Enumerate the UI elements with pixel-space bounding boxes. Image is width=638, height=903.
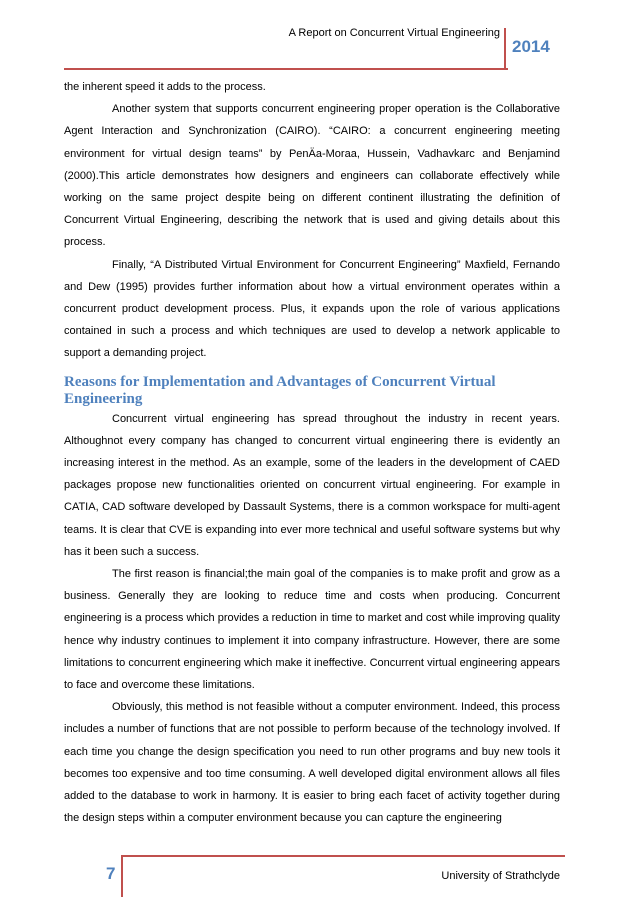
page-number: 7 (106, 864, 116, 883)
paragraph-4: Concurrent virtual engineering has spread throughout the industry in recent years. Althoughnot every company has changed to concurrent virtual engineering there is evidently an increasing interest in the method. As an example, some of the leaders in the development of CAED packages propose new functionalities oriented on concurrent virtual engineering. For example in CATIA, CAD software developed by Dassault Systems, there is a common workspace for multi-agent teams. It is clear that CVE is expanding into ever more technical and useful software systems but why has it been such a success. (64, 412, 560, 558)
paragraph-2: Another system that supports concurrent engineering proper operation is the Collaborative Agent Interaction and Synchronization (CAIRO). “CAIRO: a concurrent engineering meeting environment for virtual design teams” by PenÄa-Moraa, Hussein, Vadhavkarc and Benjamind (2000).This article demonstrates how designers and engineers can collaborate effectively while working on the same project despite being on different continent illustrating the definition of Concurrent Virtual Engineering, describing the network that is used and giving details about this process. (64, 103, 560, 249)
paragraph-1: the inherent speed it adds to the process. (64, 81, 266, 93)
header-title: A Report on Concurrent Virtual Engineering (288, 27, 500, 39)
paragraph-3: Finally, “A Distributed Virtual Environment for Concurrent Engineering” Maxfield, Fernando and Dew (1995) provides further information about how a virtual environment operates within a concurrent product development process. Plus, it expands upon the role of various applications contained in such a process and which techniques are used to develop a network applicable to support a demanding project. (64, 258, 560, 360)
footer-rule (121, 855, 565, 857)
document-body (64, 76, 560, 830)
paragraph-6: Obviously, this method is not feasible without a computer environment. Indeed, this process includes a number of functions that are not possible to perform because of the technology involved. If each time you change the design specification you need to run other programs and buy new tools it becomes too expensive and too time consuming. A well developed digital environment allows all files added to the database to work in harmony. It is easier to bring each facet of activity together during the design steps within a computer environment because you can capture the engineering (64, 701, 560, 825)
paragraph-5: The first reason is financial;the main goal of the companies is to make profit and grow as a business. Generally they are looking to reduce time and costs when producing. Concurrent engineering is a process which provides a reduction in time to market and cost while improving quality hence why industry continues to implement it into company infrastructure. However, there are some limitations to concurrent engineering which make it ineffective. Concurrent virtual engineering appears to face and overcome these limitations. (64, 568, 560, 692)
footer-divider (121, 855, 123, 897)
header-divider (504, 28, 506, 70)
footer-university: University of Strathclyde (441, 870, 560, 882)
header-rule (64, 68, 508, 70)
section-heading: Reasons for Implementation and Advantages of Concurrent Virtual Engineering (64, 373, 496, 407)
header-year: 2014 (512, 37, 550, 56)
